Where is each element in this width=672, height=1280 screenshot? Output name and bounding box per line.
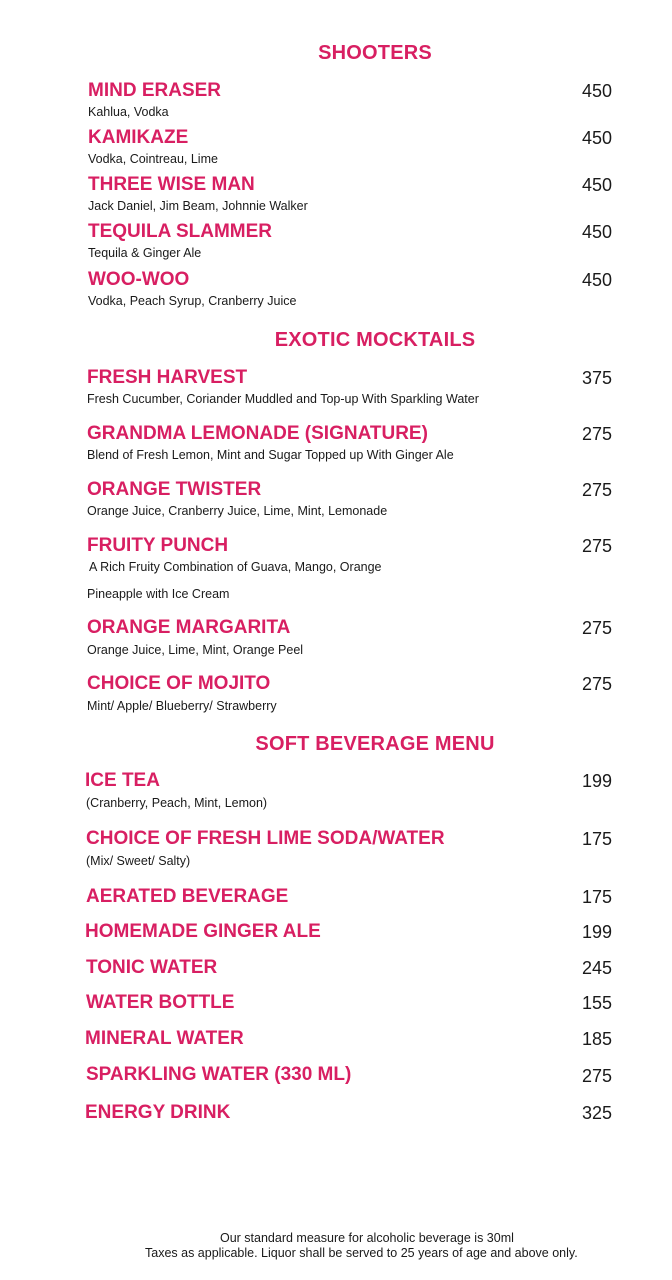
item-price: 450 bbox=[581, 175, 612, 195]
item-name: MIND ERASER bbox=[88, 80, 222, 101]
footer-measure-note: Our standard measure for alcoholic beverage is 30ml bbox=[220, 1231, 514, 1245]
item-name: ORANGE TWISTER bbox=[87, 479, 262, 500]
item-description: Fresh Cucumber, Coriander Muddled and Top-up With Sparkling Water bbox=[87, 392, 479, 406]
item-name: ORANGE MARGARITA bbox=[87, 617, 291, 638]
item-name: FRESH HARVEST bbox=[87, 367, 248, 388]
item-price: 450 bbox=[581, 270, 612, 290]
item-price: 245 bbox=[581, 958, 612, 978]
item-description: Tequila & Ginger Ale bbox=[88, 246, 202, 260]
item-description: Kahlua, Vodka bbox=[88, 105, 169, 119]
item-description: Orange Juice, Cranberry Juice, Lime, Mint, Lemonade bbox=[87, 504, 388, 518]
item-description: (Mix/ Sweet/ Salty) bbox=[86, 854, 191, 868]
section-title-soft-beverage: SOFT BEVERAGE MENU bbox=[255, 733, 495, 755]
item-name: AERATED BEVERAGE bbox=[86, 886, 289, 907]
item-price: 275 bbox=[581, 1066, 612, 1086]
item-description: Blend of Fresh Lemon, Mint and Sugar Topped up With Ginger Ale bbox=[87, 448, 454, 462]
footer-tax-note: Taxes as applicable. Liquor shall be served to 25 years of age and above only. bbox=[145, 1246, 578, 1260]
item-name: HOMEMADE GINGER ALE bbox=[85, 921, 321, 942]
item-name: KAMIKAZE bbox=[88, 127, 189, 148]
item-price: 199 bbox=[581, 922, 612, 942]
item-price: 155 bbox=[581, 993, 612, 1013]
item-name: WATER BOTTLE bbox=[86, 992, 235, 1013]
item-name: WOO-WOO bbox=[88, 269, 190, 290]
item-name: GRANDMA LEMONADE (SIGNATURE) bbox=[87, 423, 428, 444]
item-price: 275 bbox=[581, 536, 612, 556]
item-price: 375 bbox=[581, 368, 612, 388]
item-price: 450 bbox=[581, 81, 612, 101]
section-title-shooters: SHOOTERS bbox=[318, 42, 432, 64]
item-description: A Rich Fruity Combination of Guava, Mango, Orange bbox=[89, 560, 382, 574]
item-description: Mint/ Apple/ Blueberry/ Strawberry bbox=[87, 699, 277, 713]
item-name: CHOICE OF FRESH LIME SODA/WATER bbox=[86, 828, 445, 849]
item-price: 275 bbox=[581, 618, 612, 638]
item-description: Vodka, Cointreau, Lime bbox=[88, 152, 218, 166]
item-price: 325 bbox=[581, 1103, 612, 1123]
item-price: 199 bbox=[581, 771, 612, 791]
item-description: (Cranberry, Peach, Mint, Lemon) bbox=[86, 796, 268, 810]
item-name: FRUITY PUNCH bbox=[87, 535, 229, 556]
item-price: 175 bbox=[581, 829, 612, 849]
item-price: 185 bbox=[581, 1029, 612, 1049]
section-title-mocktails: EXOTIC MOCKTAILS bbox=[274, 329, 476, 351]
item-price: 275 bbox=[581, 424, 612, 444]
item-price: 450 bbox=[581, 222, 612, 242]
item-description: Jack Daniel, Jim Beam, Johnnie Walker bbox=[88, 199, 308, 213]
item-name: ENERGY DRINK bbox=[85, 1102, 231, 1123]
item-description-line2: Pineapple with Ice Cream bbox=[87, 587, 230, 601]
item-price: 275 bbox=[581, 480, 612, 500]
item-name: THREE WISE MAN bbox=[88, 174, 255, 195]
item-name: TEQUILA SLAMMER bbox=[88, 221, 273, 242]
item-name: SPARKLING WATER (330 ML) bbox=[86, 1064, 352, 1085]
item-name: MINERAL WATER bbox=[85, 1028, 244, 1049]
item-price: 450 bbox=[581, 128, 612, 148]
item-price: 175 bbox=[581, 887, 612, 907]
item-name: TONIC WATER bbox=[86, 957, 218, 978]
item-description: Vodka, Peach Syrup, Cranberry Juice bbox=[88, 294, 297, 308]
item-name: ICE TEA bbox=[85, 770, 160, 791]
item-price: 275 bbox=[581, 674, 612, 694]
item-description: Orange Juice, Lime, Mint, Orange Peel bbox=[87, 643, 304, 657]
item-name: CHOICE OF MOJITO bbox=[87, 673, 271, 694]
